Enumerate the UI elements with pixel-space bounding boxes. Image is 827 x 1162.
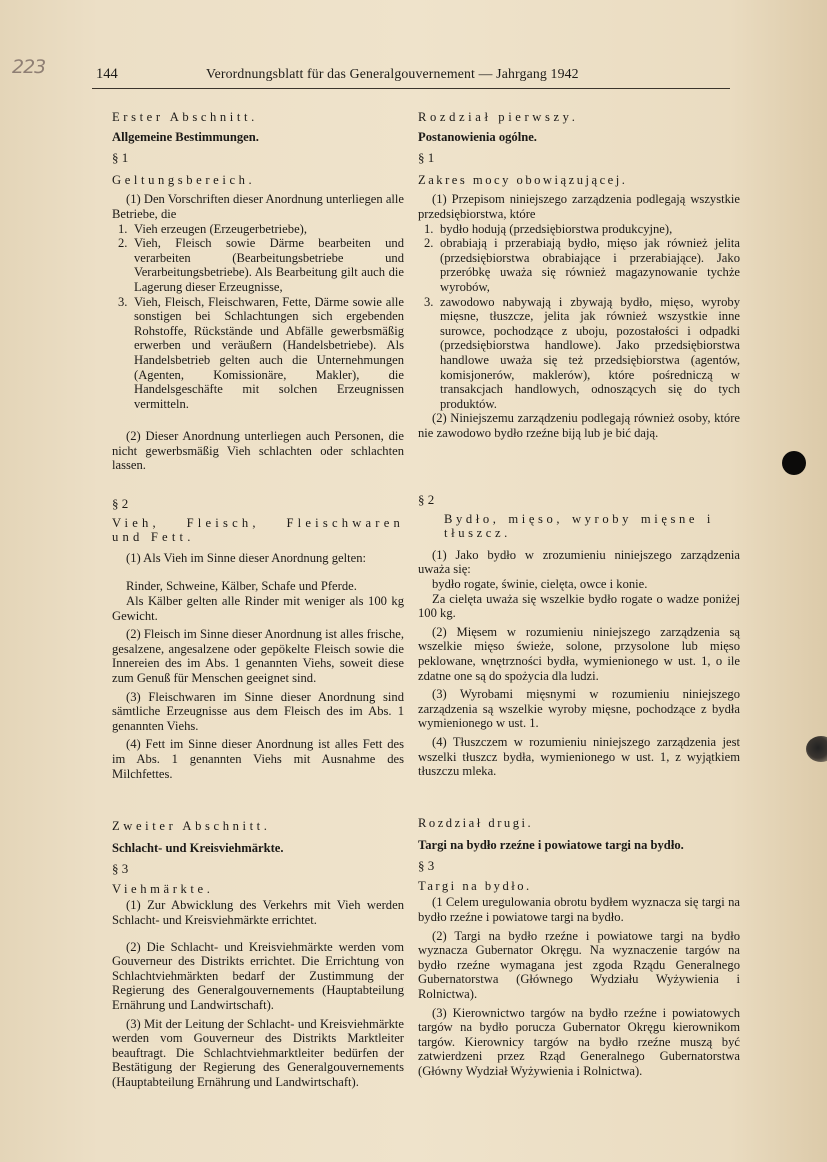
paragraph-text: (3) Kierownictwo targów na bydło rzeźne i powiatowych targów na bydło porucza Gubernator Okręgu kierownikom targów. Kierownicy targów na bydło rzeźne muszą być zatwierdzeni przez Rząd Generalnego Gubernatorstwa (Główny Wydział Wyżywienia i Rolnictwa). (418, 1005, 740, 1078)
section-heading: Zweiter Abschnitt. (112, 819, 271, 833)
paragraph-title: Bydło, mięso, wyroby mięsne i tłuszcz. (444, 511, 714, 541)
paragraph-text: (4) Tłuszczem w rozumieniu niniejszego zarządzenia jest wszelki tłuszcz bydła, wymienionego w ust. 1, z wyjątkiem tłuszczu mleka. (418, 734, 740, 779)
paragraph-number: § 3 (112, 861, 129, 877)
section-heading: Rozdział drugi. (418, 816, 534, 830)
de-section-1 (112, 110, 404, 473)
paragraph-title: Viehmärkte. (112, 881, 214, 896)
paragraph-text: (3) Wyrobami mięsnymi w rozumieniu niniejszego zarządzenia są wszelkie wyroby mięsne, pochodzące z bydła wymienionego w ust. 1. (418, 687, 740, 731)
pl-section-2 (418, 493, 740, 779)
paragraph-text: (1) Als Vieh im Sinne dieser Anordnung gelten: (126, 550, 367, 565)
list-item: 3. Vieh, Fleisch, Fleischwaren, Fette, Därme sowie alle sonstigen bei Schlachtungen sich ergebenden Rohstoffe, Rückstände und Abfälle gewerbsmäßig erwerben und veräußern (Handelsbetriebe). Als Handelsbetrieb gelten auch die Unternehmungen (Agenten, Komissionäre, Makler), die Handelsgeschäfte mit solchen Erzeugnissen vermitteln. (118, 294, 404, 411)
section-heading: Erster Abschnitt. (112, 110, 258, 124)
punch-hole-mark (782, 451, 806, 475)
paragraph-text: (1) Przepisom niniejszego zarządzenia podlegają wszystkie przedsiębiorstwa, które (418, 192, 740, 221)
paragraph-number: § 3 (418, 858, 435, 874)
section-heading: Rozdział pierwszy. (418, 110, 579, 124)
paragraph-text: (1) Zur Abwicklung des Verkehrs mit Vieh werden Schlacht- und Kreisviehmärkte errichtet. (112, 898, 404, 927)
running-header: Verordnungsblatt für das Generalgouvernement — Jahrgang 1942 (206, 66, 579, 81)
paragraph-text: (2) Mięsem w rozumieniu niniejszego zarządzenia są wszelkie mięso świeże, solone, przysolone lub mięso peklowane, wnętrzności bydła, wymienionego w ust. 1, o ile zdatne one są do spożycia dla ludzi. (418, 624, 740, 683)
paragraph-text: Za cielęta uważa się wszelkie bydło rogate o wadze poniżej 100 kg. (418, 591, 740, 621)
paragraph-text: (3) Fleischwaren im Sinne dieser Anordnung sind sämtliche Erzeugnisse aus dem Fleisch des im Abs. 1 genannten Viehs. (112, 689, 404, 733)
paragraph-text: (2) Dieser Anordnung unterliegen auch Personen, die nicht gewerbsmäßig Vieh schlachten oder schlachten lassen. (112, 429, 404, 473)
paragraph-text: (2) Die Schlacht- und Kreisviehmärkte werden vom Gouverneur des Distrikts errichtet. Die Errichtung von Schlachtviehmärkten bedarf der Zustimmung der Regierung des Generalgouvernements (Hauptabteilung Ernährung und Landwirtschaft). (112, 939, 404, 1012)
header-rule (92, 88, 730, 89)
paragraph-text: Rinder, Schweine, Kälber, Schafe und Pferde. (126, 579, 357, 594)
page-number: 144 (96, 66, 118, 82)
de-section-2 (112, 497, 404, 781)
paragraph-text: (2) Targi na bydło rzeźne i powiatowe targi na bydło wyznacza Gubernator Okręgu. Na wyznaczenie targów na bydło rzeźne wymagana jest zgoda Rządu Generalnego Gubernatorstwa (Głównego Wydziału Wyżywienia i Rolnictwa). (418, 928, 740, 1001)
paragraph-number: § 2 (112, 496, 129, 511)
paragraph-title: Targi na bydło. (418, 878, 532, 893)
list-item: 1. bydło hodują (przedsiębiorstwa produkcyjne), (424, 221, 673, 236)
punch-hole-mark (806, 736, 827, 762)
paragraph-text: Als Kälber gelten alle Rinder mit weniger als 100 kg Gewicht. (112, 593, 404, 623)
paragraph-text: (4) Fett im Sinne dieser Anordnung ist alles Fett des im Abs. 1 genannten Viehs mit Ausnahme des Milchfettes. (112, 737, 404, 781)
paragraph-number: § 2 (418, 492, 435, 507)
paragraph-text: (2) Fleisch im Sinne dieser Anordnung ist alles frische, gesalzene, angesalzene oder gepökelte Fleisch sowie die Innereien des im Abs. 1 genannten Viehs, soweit diese zum Genuß für Menschen geeignet sind. (112, 627, 404, 685)
pencil-annotation: 223 (12, 56, 46, 78)
paragraph-text: bydło rogate, świnie, cielęta, owce i konie. (432, 576, 648, 591)
de-section-3 (112, 819, 404, 1090)
paragraph-number: § 1 (112, 150, 129, 166)
paragraph-text: (1 Celem uregulowania obrotu bydłem wyznacza się targi na bydło rzeźne i powiatowe targi na bydło. (418, 895, 740, 924)
list-item: 1. Vieh erzeugen (Erzeugerbetriebe), (118, 221, 307, 236)
list-item: 2. obrabiają i przerabiają bydło, mięso jak również jelita (przedsiębiorstwa obrabiające i przerabiające). Jako przeróbkę uważa się również magazynowanie tychże wyrobów, (424, 236, 740, 294)
list-item: 2. Vieh, Fleisch sowie Därme bearbeiten und verarbeiten (Bearbeitungsbetriebe und Verarbeitungsbetriebe). Als Bearbeitung gilt auch die Lagerung dieser Erzeugnisse, (118, 236, 404, 294)
paragraph-title: Geltungsbereich. (112, 172, 256, 187)
section-title: Allgemeine Bestimmungen. (112, 129, 259, 144)
paragraph-text: (3) Mit der Leitung der Schlacht- und Kreisviehmärkte werden vom Gouverneur des Distrikts Marktleiter beauftragt. Die Schlachtviehmarktleiter bedürfen der Bestätigung der Regierung des Generalgouvernements (Hauptabteilung Ernährung und Landwirtschaft). (112, 1016, 404, 1089)
paragraph-title: Vieh, Fleisch, Fleischwaren und Fett. (112, 515, 404, 545)
pl-section-1 (418, 110, 740, 440)
paragraph-text: (1) Jako bydło w zrozumieniu niniejszego zarządzenia uważa się: (418, 547, 740, 577)
pl-section-3 (418, 816, 740, 1079)
section-title: Schlacht- und Kreisviehmärkte. (112, 840, 284, 855)
section-title: Targi na bydło rzeźne i powiatowe targi na bydło. (418, 837, 684, 852)
list-item: 3. zawodowo nabywają i zbywają bydło, mięso, wyroby mięsne, tłuszcze, jelita jak również wszystkie inne surowce, pochodzące z uboju, pozostałości i odpadki (przedsiębiorstwa handlowe). Jako przedsiębiorstwa handlowe uważa się też przedsiębiorstwa (agentów, komisjonerów, maklerów), które pośredniczą w transakcjach handlowych, odnoszących się do tych produktów. (424, 294, 740, 411)
paragraph-text: (1) Den Vorschriften dieser Anordnung unterliegen alle Betriebe, die (112, 192, 404, 221)
section-title: Postanowienia ogólne. (418, 129, 537, 144)
paragraph-title: Zakres mocy obowiązującej. (418, 172, 628, 187)
paragraph-number: § 1 (418, 150, 435, 166)
paragraph-text: (2) Niniejszemu zarządzeniu podlegają również osoby, które nie zawodowo bydło rzeźne biją lub je bić dają. (418, 411, 740, 440)
